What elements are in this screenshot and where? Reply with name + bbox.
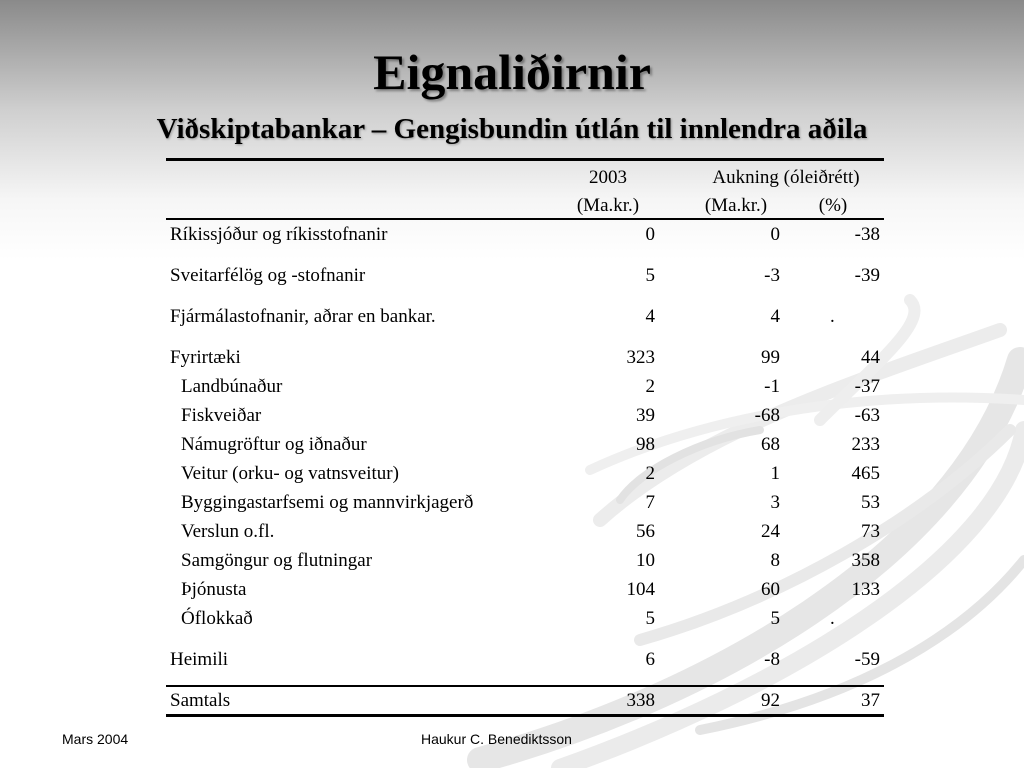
row-label: Sveitarfélög og -stofnanir bbox=[170, 265, 366, 286]
table-row bbox=[166, 491, 884, 515]
row-value-aukning-pct: -38 bbox=[854, 224, 880, 245]
table-row bbox=[166, 346, 884, 370]
table-row bbox=[166, 648, 884, 672]
total-value-aukning-makr: 92 bbox=[761, 690, 780, 711]
row-value-2003: 4 bbox=[645, 306, 655, 327]
row-value-aukning-makr: 1 bbox=[770, 463, 780, 484]
row-value-aukning-makr: 60 bbox=[761, 579, 780, 600]
table-row bbox=[166, 578, 884, 602]
total-label: Samtals bbox=[170, 690, 231, 711]
row-label: Heimili bbox=[170, 649, 229, 670]
table-row bbox=[166, 520, 884, 544]
total-value-2003: 338 bbox=[626, 690, 655, 711]
row-label: Samgöngur og flutningar bbox=[181, 550, 373, 571]
row-value-2003: 7 bbox=[645, 492, 655, 513]
table-header-rule bbox=[166, 218, 884, 220]
row-value-aukning-makr: 5 bbox=[770, 608, 780, 629]
table-row bbox=[166, 549, 884, 573]
table-row bbox=[166, 607, 884, 631]
header-2003-label: 2003 bbox=[589, 167, 627, 188]
row-value-2003: 5 bbox=[645, 265, 655, 286]
row-value-aukning-pct: 233 bbox=[851, 434, 880, 455]
row-value-2003: 6 bbox=[645, 649, 655, 670]
row-value-aukning-pct: 358 bbox=[851, 550, 880, 571]
row-value-aukning-makr: -68 bbox=[754, 405, 780, 426]
header-aukning-makr-unit: (Ma.kr.) bbox=[704, 195, 768, 216]
row-label: Landbúnaður bbox=[181, 376, 283, 397]
row-value-aukning-makr: 8 bbox=[770, 550, 780, 571]
row-label: Ríkissjóður og ríkisstofnanir bbox=[170, 224, 388, 245]
table-row bbox=[166, 404, 884, 428]
table-total-row bbox=[166, 689, 884, 713]
row-value-2003: 0 bbox=[645, 224, 655, 245]
row-value-aukning-makr: 68 bbox=[761, 434, 780, 455]
row-value-2003: 98 bbox=[636, 434, 655, 455]
row-value-aukning-makr: -3 bbox=[764, 265, 780, 286]
row-value-aukning-makr: 24 bbox=[761, 521, 780, 542]
row-value-aukning-pct: -59 bbox=[854, 649, 880, 670]
row-value-aukning-pct: -63 bbox=[854, 405, 880, 426]
table-top-rule bbox=[166, 158, 884, 161]
row-value-aukning-makr: 0 bbox=[770, 224, 780, 245]
row-value-2003: 10 bbox=[636, 550, 655, 571]
slide-title: Eignaliðirnir bbox=[373, 44, 651, 100]
row-value-aukning-makr: 4 bbox=[770, 306, 780, 327]
header-aukning-pct-unit: (%) bbox=[818, 195, 848, 216]
row-label: Fjármálastofnanir, aðrar en bankar. bbox=[170, 306, 436, 327]
row-value-aukning-pct: 465 bbox=[851, 463, 880, 484]
row-label: Verslun o.fl. bbox=[181, 521, 275, 542]
row-value-aukning-pct: . bbox=[830, 608, 835, 629]
row-value-2003: 323 bbox=[626, 347, 655, 368]
slide-subtitle: Viðskiptabankar – Gengisbundin útlán til innlendra aðila bbox=[156, 113, 868, 145]
row-value-aukning-makr: -8 bbox=[764, 649, 780, 670]
header-2003-unit: (Ma.kr.) bbox=[576, 195, 640, 216]
footer-author: Haukur C. Benediktsson bbox=[421, 731, 572, 747]
table-row bbox=[166, 375, 884, 399]
row-value-aukning-pct: 133 bbox=[851, 579, 880, 600]
row-value-2003: 104 bbox=[626, 579, 655, 600]
row-value-2003: 2 bbox=[645, 376, 655, 397]
header-aukning-label: Aukning (óleiðrétt) bbox=[712, 167, 860, 188]
row-value-2003: 2 bbox=[645, 463, 655, 484]
row-label: Fiskveiðar bbox=[181, 405, 262, 426]
row-value-aukning-makr: -1 bbox=[764, 376, 780, 397]
row-value-2003: 56 bbox=[636, 521, 655, 542]
row-value-2003: 39 bbox=[636, 405, 655, 426]
row-label: Veitur (orku- og vatnsveitur) bbox=[181, 463, 399, 484]
row-label: Þjónusta bbox=[181, 579, 247, 600]
row-label: Byggingastarfsemi og mannvirkjagerð bbox=[181, 492, 474, 513]
table-row bbox=[166, 223, 884, 247]
row-label: Fyrirtæki bbox=[170, 347, 241, 368]
total-value-aukning-pct: 37 bbox=[861, 690, 880, 711]
table-bottom-rule bbox=[166, 714, 884, 717]
row-value-aukning-pct: 44 bbox=[861, 347, 880, 368]
row-value-aukning-pct: 73 bbox=[861, 521, 880, 542]
row-value-2003: 5 bbox=[645, 608, 655, 629]
row-value-aukning-pct: -37 bbox=[854, 376, 880, 397]
row-value-aukning-makr: 99 bbox=[761, 347, 780, 368]
footer-date: Mars 2004 bbox=[62, 731, 129, 747]
row-value-aukning-pct: -39 bbox=[854, 265, 880, 286]
table-row bbox=[166, 462, 884, 486]
row-label: Óflokkað bbox=[181, 608, 253, 629]
row-label: Námugröftur og iðnaður bbox=[181, 434, 367, 455]
table-row bbox=[166, 305, 884, 329]
table-total-rule bbox=[166, 685, 884, 687]
row-value-aukning-makr: 3 bbox=[770, 492, 780, 513]
table-row bbox=[166, 433, 884, 457]
row-value-aukning-pct: . bbox=[830, 306, 835, 327]
row-value-aukning-pct: 53 bbox=[861, 492, 880, 513]
table-row bbox=[166, 264, 884, 288]
